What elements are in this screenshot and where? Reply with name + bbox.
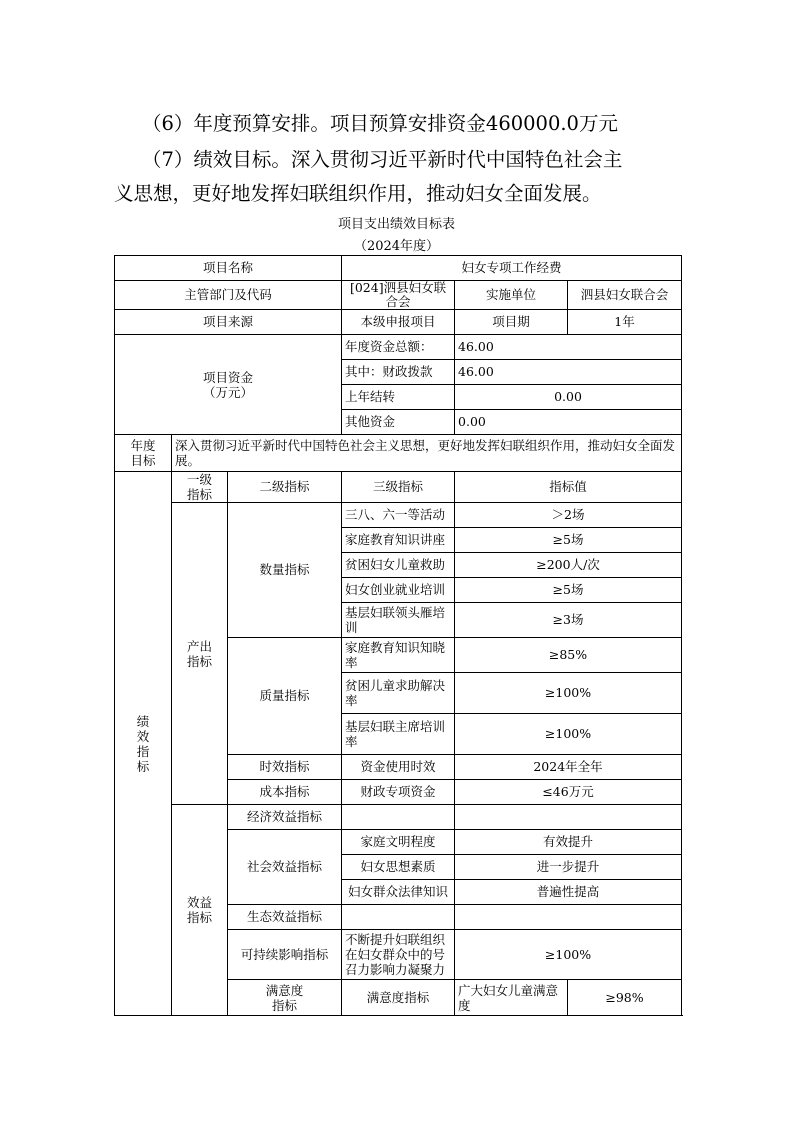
indicator-name: 贫困儿童求助解决率 bbox=[342, 673, 455, 714]
indicator-value: ≥100% bbox=[455, 714, 682, 755]
indicator-name: 家庭文明程度 bbox=[342, 830, 455, 855]
header-level3: 三级指标 bbox=[342, 472, 455, 503]
label-sustain: 可持续影响指标 bbox=[228, 930, 342, 980]
label-ecological: 生态效益指标 bbox=[228, 905, 342, 930]
indicator-name: 家庭教育知识知晓率 bbox=[342, 638, 455, 673]
table-year: （2024年度） bbox=[353, 239, 440, 254]
indicator-value: ≥5场 bbox=[455, 578, 682, 603]
value-unit: 泗县妇女联合会 bbox=[568, 281, 682, 310]
value-source: 本级申报项目 bbox=[342, 310, 455, 335]
label-funds-text: 项目资金（万元） bbox=[202, 369, 253, 400]
indicator-value: ≥100% bbox=[455, 673, 682, 714]
label-unit: 实施单位 bbox=[455, 281, 568, 310]
table-row bbox=[115, 503, 682, 528]
value-project-name: 妇女专项工作经费 bbox=[342, 256, 682, 281]
label-performance-text: 绩效指标 bbox=[136, 713, 150, 774]
paragraph-goal-line1: （7）绩效目标。深入贯彻习近平新时代中国特色社会主 bbox=[142, 148, 623, 171]
indicator-value: ≥100% bbox=[455, 930, 682, 980]
label-dept: 主管部门及代码 bbox=[115, 281, 342, 310]
label-output bbox=[172, 503, 228, 805]
performance-target-table bbox=[114, 255, 682, 1016]
label-satisfaction-l1 bbox=[228, 980, 342, 1016]
table-row bbox=[115, 435, 682, 472]
header-level2: 二级指标 bbox=[228, 472, 342, 503]
value-period: 1年 bbox=[568, 310, 682, 335]
label-funds bbox=[115, 335, 342, 435]
header-value: 指标值 bbox=[455, 472, 682, 503]
label-output-text: 产出指标 bbox=[186, 638, 212, 669]
table-row bbox=[115, 335, 682, 360]
label-quality: 质量指标 bbox=[228, 638, 342, 755]
label-quantity: 数量指标 bbox=[228, 503, 342, 638]
label-period: 项目期 bbox=[455, 310, 568, 335]
indicator-value: ≤46万元 bbox=[455, 780, 682, 805]
indicator-value: 2024年全年 bbox=[455, 755, 682, 780]
label-source: 项目来源 bbox=[115, 310, 342, 335]
label-timeliness: 时效指标 bbox=[228, 755, 342, 780]
fund-label: 其他资金 bbox=[342, 410, 455, 435]
table-row bbox=[115, 281, 682, 310]
header-level1 bbox=[172, 472, 228, 503]
label-economic: 经济效益指标 bbox=[228, 805, 342, 830]
label-benefit-text: 效益指标 bbox=[186, 895, 212, 925]
paragraph-goal-line2: 义思想，更好地发挥妇联组织作用，推动妇女全面发展。 bbox=[114, 182, 602, 205]
indicator-name: 妇女创业就业培训 bbox=[342, 578, 455, 603]
indicator-name: 资金使用时效 bbox=[342, 755, 455, 780]
indicator-value: 普遍性提高 bbox=[455, 880, 682, 905]
label-performance bbox=[115, 472, 172, 1016]
header-level1-text: 一级指标 bbox=[186, 472, 212, 502]
value-goal: 深入贯彻习近平新时代中国特色社会主义思想，更好地发挥妇联组织作用，推动妇女全面发展。 bbox=[172, 435, 682, 472]
indicator-name: 广大妇女儿童满意度 bbox=[455, 980, 568, 1016]
label-satisfaction-l1-text: 满意度指标 bbox=[265, 982, 304, 1013]
label-goal-text: 年度目标 bbox=[130, 438, 156, 468]
label-benefit bbox=[172, 805, 228, 1016]
indicator-name: 三八、六一等活动 bbox=[342, 503, 455, 528]
table-row bbox=[115, 805, 682, 830]
fund-label: 上年结转 bbox=[342, 385, 455, 410]
value-dept: [024]泗县妇女联合会 bbox=[342, 281, 455, 310]
empty-cell bbox=[455, 805, 682, 830]
label-project-name: 项目名称 bbox=[115, 256, 342, 281]
table-row bbox=[115, 256, 682, 281]
indicator-name: 家庭教育知识讲座 bbox=[342, 528, 455, 553]
fund-label: 年度资金总额： bbox=[342, 335, 455, 360]
indicator-value: 进一步提升 bbox=[455, 855, 682, 880]
empty-cell bbox=[455, 905, 682, 930]
fund-label: 其中：财政拨款 bbox=[342, 360, 455, 385]
indicator-value: ≥3场 bbox=[455, 603, 682, 638]
fund-value: 46.00 bbox=[455, 360, 682, 385]
label-cost: 成本指标 bbox=[228, 780, 342, 805]
table-row bbox=[115, 310, 682, 335]
empty-cell bbox=[342, 805, 455, 830]
empty-cell bbox=[342, 905, 455, 930]
fund-value: 0.00 bbox=[455, 385, 682, 410]
label-satisfaction-l2: 满意度指标 bbox=[342, 980, 455, 1016]
indicator-name: 基层妇联主席培训率 bbox=[342, 714, 455, 755]
indicator-value: 有效提升 bbox=[455, 830, 682, 855]
indicator-name: 贫困妇女儿童救助 bbox=[342, 553, 455, 578]
indicator-name: 妇女群众法律知识 bbox=[342, 880, 455, 905]
fund-value: 0.00 bbox=[455, 410, 682, 435]
fund-value: 46.00 bbox=[455, 335, 682, 360]
indicator-name: 妇女思想素质 bbox=[342, 855, 455, 880]
indicator-name: 基层妇联领头雁培训 bbox=[342, 603, 455, 638]
label-goal bbox=[115, 435, 172, 472]
paragraph-budget: （6）年度预算安排。项目预算安排资金460000.0万元 bbox=[142, 112, 618, 135]
label-social: 社会效益指标 bbox=[228, 830, 342, 905]
table-title: 项目支出绩效目标表 bbox=[337, 217, 455, 232]
indicator-value: ≥5场 bbox=[455, 528, 682, 553]
indicator-value: ＞2场 bbox=[455, 503, 682, 528]
indicator-name: 财政专项资金 bbox=[342, 780, 455, 805]
indicator-value: ≥85% bbox=[455, 638, 682, 673]
table-row bbox=[115, 472, 682, 503]
indicator-name: 不断提升妇联组织在妇女群众中的号召力影响力凝聚力 bbox=[342, 930, 455, 980]
indicator-value: ≥200人/次 bbox=[455, 553, 682, 578]
indicator-value: ≥98% bbox=[568, 980, 682, 1016]
